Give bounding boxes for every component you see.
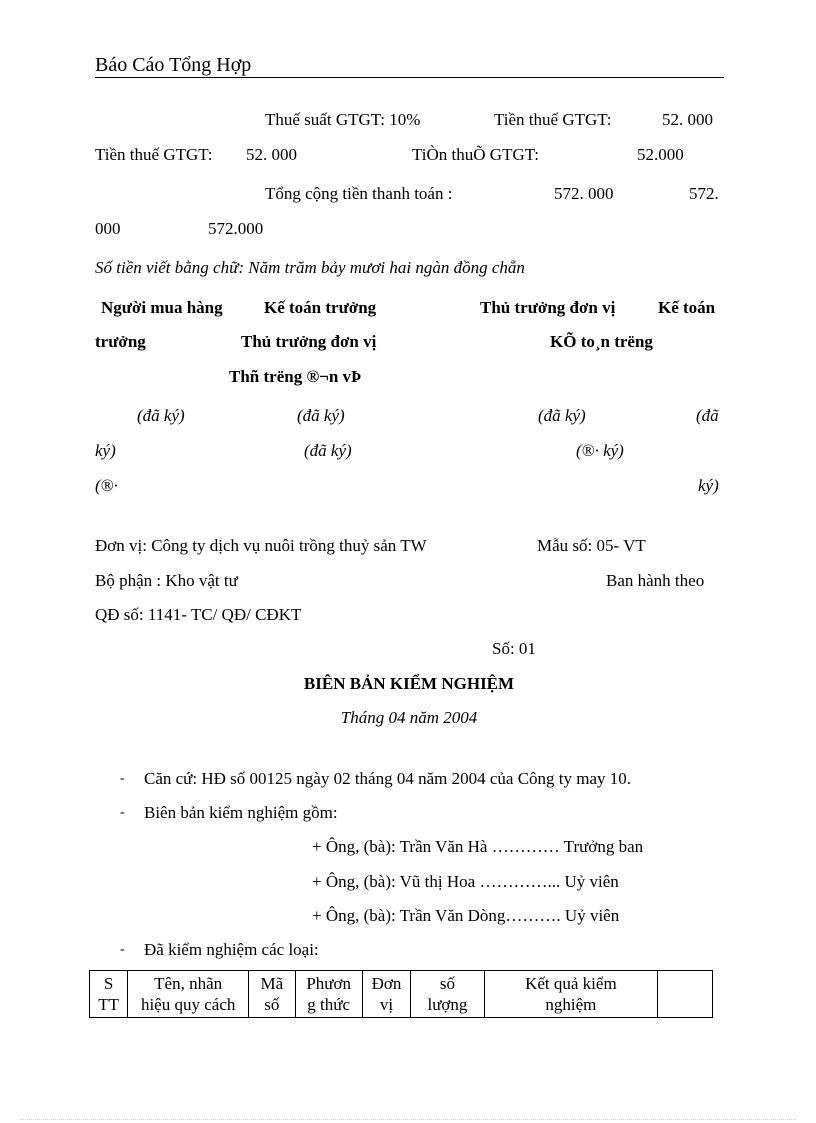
table-header-row — [90, 971, 713, 1018]
signed-5: (đã ký) — [304, 441, 352, 460]
col-unit: Đơn vị — [362, 971, 411, 1018]
vat3-value: 52.000 — [637, 145, 684, 164]
bullet-dash: - — [120, 771, 125, 786]
col-extra — [658, 971, 713, 1018]
vat2-label: Tiền thuế GTGT: — [95, 145, 213, 164]
doc-number: Số: 01 — [492, 639, 536, 658]
signed-3: (đã ký) — [538, 406, 586, 425]
total-value-2a: 572. — [689, 184, 719, 203]
header-rule — [95, 77, 724, 78]
basis-line: Căn cứ: HĐ số 00125 ngày 02 tháng 04 năm 2004 của Công ty may 10. — [144, 769, 632, 788]
col-result: Kết quả kiểm nghiệm — [484, 971, 658, 1018]
inspection-table — [89, 970, 713, 1018]
document-title: BIÊN BẢN KIỂM NGHIỆM — [303, 674, 515, 693]
sig-accountant-b: trưởng — [95, 332, 146, 351]
total-value-1: 572. 000 — [554, 184, 614, 203]
col-quantity: số lượng — [411, 971, 484, 1018]
report-title: Báo Cáo Tổng Hợp — [95, 54, 252, 76]
member-3: + Ông, (bà): Trần Văn Dòng………. Uỷ viên — [312, 906, 620, 925]
department: Bộ phận : Kho vật tư — [95, 571, 238, 590]
signed-6: (®· ký) — [576, 441, 624, 460]
sig-buyer: Người mua hàng — [101, 298, 223, 317]
sig-head-of-unit: Thủ trưởng đơn vị — [480, 298, 616, 317]
signed-4a: (đã — [696, 406, 719, 425]
form-number: Mẫu số: 05- VT — [537, 536, 646, 555]
sig-head-of-unit-2: Thủ trưởng đơn vị — [241, 332, 377, 351]
sig-chief-accountant: Kế toán trưởng — [264, 298, 377, 317]
document-date: Tháng 04 năm 2004 — [340, 708, 478, 727]
col-stt: S TT — [90, 971, 128, 1018]
signed-7b: ký) — [698, 476, 719, 495]
sig-accountant-a: Kế toán — [658, 298, 716, 317]
vat2-value: 52. 000 — [246, 145, 297, 164]
amount-in-words: Số tiền viết bằng chữ: Năm trăm bảy mươi hai ngàn đồng chẵn — [95, 258, 525, 277]
issued-by: Ban hành theo — [606, 571, 705, 590]
signed-2: (đã ký) — [297, 406, 345, 425]
signed-7a: (®· — [95, 476, 118, 495]
total-label: Tổng cộng tiền thanh toán : — [265, 184, 453, 203]
committee-line: Biên bản kiểm nghiệm gồm: — [144, 803, 338, 822]
unit-label: Đơn vị: Công ty dịch vụ nuôi trồng thuỷ sản TW — [95, 536, 427, 555]
total-value-2b: 000 — [95, 219, 121, 238]
bullet-dash: - — [120, 942, 125, 957]
signed-1: (đã ký) — [137, 406, 185, 425]
sig-head-garbled: Thñ trëng ®¬n vÞ — [229, 367, 362, 386]
col-code: Mã số — [249, 971, 295, 1018]
inspected-line: Đã kiểm nghiệm các loại: — [144, 940, 319, 959]
signed-4b: ký) — [95, 441, 116, 460]
col-method: Phươn g thức — [295, 971, 362, 1018]
vat-amount-label: Tiền thuế GTGT: — [494, 110, 612, 129]
col-name: Tên, nhãn hiệu quy cách — [128, 971, 249, 1018]
bullet-dash: - — [120, 805, 125, 820]
vat3-label: TiÒn thuÕ GTGT: — [412, 145, 539, 164]
vat-rate: Thuế suất GTGT: 10% — [265, 110, 421, 129]
vat-amount-value: 52. 000 — [662, 110, 713, 129]
page-bottom-border — [20, 1119, 796, 1120]
sig-chief-accountant-garbled: KÕ to¸n trëng — [550, 332, 653, 351]
decision: QĐ số: 1141- TC/ QĐ/ CĐKT — [95, 605, 302, 624]
total-value-3: 572.000 — [208, 219, 264, 238]
member-2: + Ông, (bà): Vũ thị Hoa …………... Uỷ viên — [312, 872, 619, 891]
member-1: + Ông, (bà): Trần Văn Hà ………… Trưởng ban — [312, 837, 644, 856]
